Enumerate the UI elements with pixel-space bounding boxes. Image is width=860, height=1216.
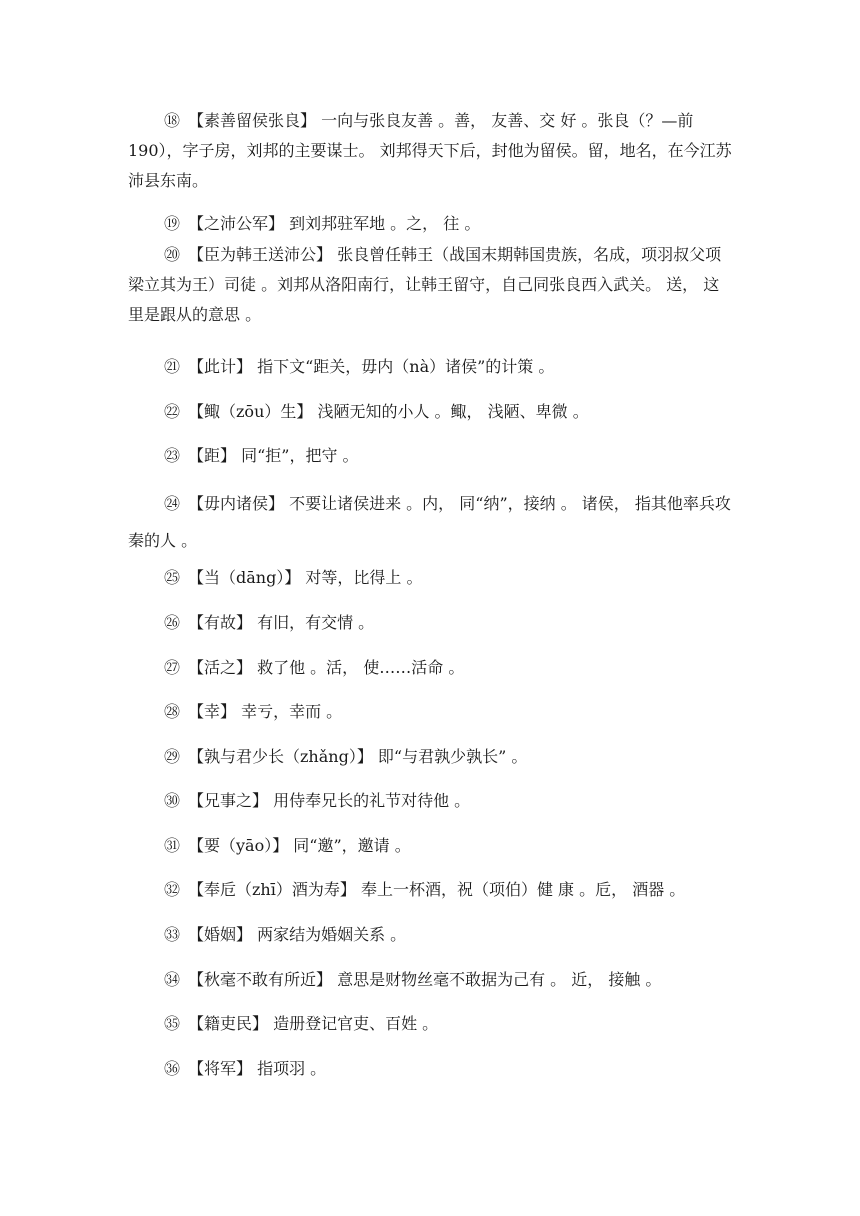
note-text: 【素善留侯张良】 一向与张良友善 。善， 友善、交 好 。张良（？—前 190），字子房，刘邦的主要谋士。 刘邦得天下后，封他为留侯。留，地名，在今江苏沛县东南。	[128, 111, 732, 190]
note-30	[128, 786, 732, 816]
note-text: 【之沛公军】 到刘邦驻军地 。之， 往 。	[188, 214, 481, 233]
note-18	[128, 106, 732, 196]
note-number: ㉛	[164, 836, 181, 855]
note-text: 【兄事之】 用侍奉兄长的礼节对待他 。	[188, 791, 471, 810]
note-22	[128, 397, 732, 427]
note-text: 【距】 同“拒”，把守 。	[188, 446, 359, 465]
note-text: 【此计】 指下文“距关，毋内（nà）诸侯”的计策 。	[188, 357, 555, 376]
note-text: 【当（dāng）】 对等，比得上 。	[188, 568, 423, 587]
note-text: 【将军】 指项羽 。	[188, 1059, 327, 1078]
note-number: ㉟	[164, 1014, 181, 1033]
note-21	[128, 352, 732, 382]
note-35	[128, 1009, 732, 1039]
note-29	[128, 742, 732, 772]
note-number: ㊱	[164, 1059, 181, 1078]
note-20	[128, 240, 732, 330]
note-number: ㉕	[164, 568, 181, 587]
note-number: ㉜	[164, 880, 181, 899]
note-text: 【要（yāo）】 同“邀”，邀请 。	[188, 836, 411, 855]
note-text: 【籍吏民】 造册登记官吏、百姓 。	[188, 1014, 439, 1033]
note-text: 【秋毫不敢有所近】 意思是财物丝毫不敢据为己有 。 近， 接触 。	[188, 970, 662, 989]
note-text: 【有故】 有旧，有交情 。	[188, 613, 375, 632]
note-number: ㉔	[164, 494, 181, 513]
note-number: ㉗	[164, 658, 181, 677]
note-number: ⑳	[164, 245, 181, 264]
note-number: ㉑	[164, 357, 181, 376]
note-text: 【婚姻】 两家结为婚姻关系 。	[188, 925, 407, 944]
note-28	[128, 697, 732, 727]
note-number: ⑱	[164, 111, 181, 130]
note-number: ㉞	[164, 970, 181, 989]
note-number: ⑲	[164, 214, 181, 233]
note-text: 【奉卮（zhī）酒为寿】 奉上一杯酒，祝（项伯）健 康 。卮， 酒器 。	[188, 880, 686, 899]
note-number: ㉒	[164, 402, 181, 421]
note-number: ㉝	[164, 925, 181, 944]
note-32	[128, 875, 732, 905]
note-number: ㉖	[164, 613, 181, 632]
note-36	[128, 1054, 732, 1084]
note-25	[128, 563, 732, 593]
note-26	[128, 608, 732, 638]
note-number: ㉚	[164, 791, 181, 810]
note-text: 【活之】 救了他 。活， 使……活命 。	[188, 658, 465, 677]
note-24	[128, 485, 732, 559]
note-text: 【臣为韩王送沛公】 张良曾任韩王（战国末期韩国贵族，名成，项羽叔父项梁立其为王）司徒 。刘邦从洛阳南行，让韩王留守，自己同张良西入武关。 送， 这里是跟从的意思 。	[128, 245, 722, 324]
note-33	[128, 920, 732, 950]
note-number: ㉙	[164, 747, 181, 766]
note-number: ㉓	[164, 446, 181, 465]
note-31	[128, 831, 732, 861]
note-number: ㉘	[164, 702, 181, 721]
note-text: 【鲰（zōu）生】 浅陋无知的小人 。鲰， 浅陋、卑微 。	[188, 402, 589, 421]
note-text: 【幸】 幸亏，幸而 。	[188, 702, 343, 721]
note-23	[128, 441, 732, 471]
note-27	[128, 653, 732, 683]
note-text: 【毋内诸侯】 不要让诸侯进来 。内， 同“纳”，接纳 。 诸侯， 指其他率兵攻秦的人 。	[128, 494, 731, 550]
note-19	[128, 209, 732, 239]
note-34	[128, 965, 732, 995]
note-text: 【孰与君少长（zhǎng）】 即“与君孰少孰长” 。	[188, 747, 528, 766]
